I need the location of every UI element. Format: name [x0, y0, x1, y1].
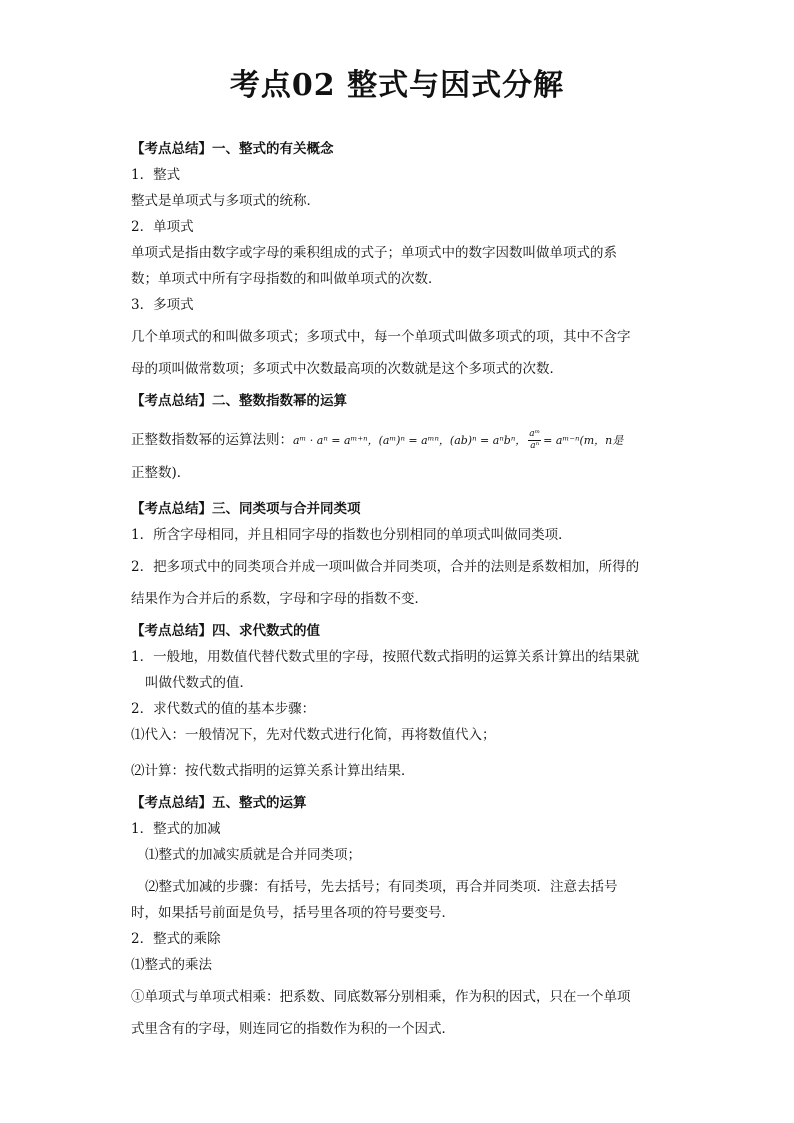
paragraph-line: 2．单项式 — [131, 219, 194, 235]
formula-quotient-rule: = aᵐ⁻ⁿ(m，n是 — [543, 434, 624, 447]
formula-line — [131, 420, 663, 460]
section-heading-concepts: 【考点总结】一、整式的有关概念 — [131, 141, 334, 157]
paragraph-line: ⑴整式的加减实质就是合并同类项； — [145, 847, 361, 863]
paragraph-line: 数；单项式中所有字母指数的和叫做单项式的次数． — [131, 271, 442, 287]
paragraph-line: 几个单项式的和叫做多项式；多项式中，每一个单项式叫做多项式的项，其中不含字 — [131, 329, 631, 345]
paragraph-line: 时，如果括号前面是负号，括号里各项的符号要变号． — [131, 905, 455, 921]
section-heading-algebraic-value: 【考点总结】四、求代数式的值 — [131, 623, 320, 639]
paragraph-line: ⑴整式的乘法 — [131, 957, 212, 973]
page-title: 考点02 整式与因式分解 — [229, 68, 565, 103]
paragraph-line: 正整数)． — [131, 465, 191, 481]
paragraph-line: 1．整式 — [131, 167, 181, 183]
paragraph-line: 式里含有的字母，则连同它的指数作为积的一个因式． — [131, 1021, 455, 1037]
formula-fraction — [528, 429, 541, 452]
paragraph-line: 1．所含字母相同，并且相同字母的指数也分别相同的单项式叫做同类项． — [131, 527, 572, 543]
paragraph-line: 3．多项式 — [131, 297, 194, 313]
document-body — [131, 136, 663, 1042]
paragraph-line: ⑵计算：按代数式指明的运算关系计算出结果． — [131, 763, 415, 779]
paragraph-line: 单项式是指由数字或字母的乘积组成的式子；单项式中的数字因数叫做单项式的系 — [131, 245, 617, 261]
paragraph-line: ⑴代入：一般情况下，先对代数式进行化简，再将数值代入； — [131, 727, 496, 743]
formula-rules: aᵐ · aⁿ = aᵐ⁺ⁿ，(aᵐ)ⁿ = aᵐⁿ，(ab)ⁿ = aⁿbⁿ， — [293, 434, 527, 447]
paragraph-line: 2．求代数式的值的基本步骤： — [131, 701, 316, 717]
formula-prefix: 正整数指数幂的运算法则： — [131, 432, 293, 448]
paragraph-line: 2．把多项式中的同类项合并成一项叫做合并同类项，合并的法则是系数相加，所得的 — [131, 559, 640, 575]
paragraph-line: 整式是单项式与多项式的统称． — [131, 193, 320, 209]
paragraph-line: 母的项叫做常数项；多项式中次数最高项的次数就是这个多项式的次数． — [131, 361, 563, 377]
paragraph-line: 2．整式的乘除 — [131, 931, 221, 947]
paragraph-line: 1．一般地，用数值代替代数式里的字母，按照代数式指明的运算关系计算出的结果就 — [131, 649, 640, 665]
paragraph-line: ①单项式与单项式相乘：把系数、同底数幂分别相乘，作为积的因式，只在一个单项 — [131, 989, 631, 1005]
fraction-denominator: aⁿ — [530, 441, 540, 451]
section-heading-operations: 【考点总结】五、整式的运算 — [131, 795, 307, 811]
paragraph-line: ⑵整式加减的步骤：有括号，先去括号；有同类项，再合并同类项．注意去括号 — [145, 879, 618, 895]
section-heading-exponents: 【考点总结】二、整数指数幂的运算 — [131, 393, 347, 409]
paragraph-line: 结果作为合并后的系数，字母和字母的指数不变． — [131, 591, 428, 607]
paragraph-line: 叫做代数式的值． — [145, 675, 253, 691]
section-heading-like-terms: 【考点总结】三、同类项与合并同类项 — [131, 501, 361, 517]
fraction-numerator: aᵐ — [529, 429, 541, 439]
paragraph-line: 1．整式的加减 — [131, 821, 221, 837]
